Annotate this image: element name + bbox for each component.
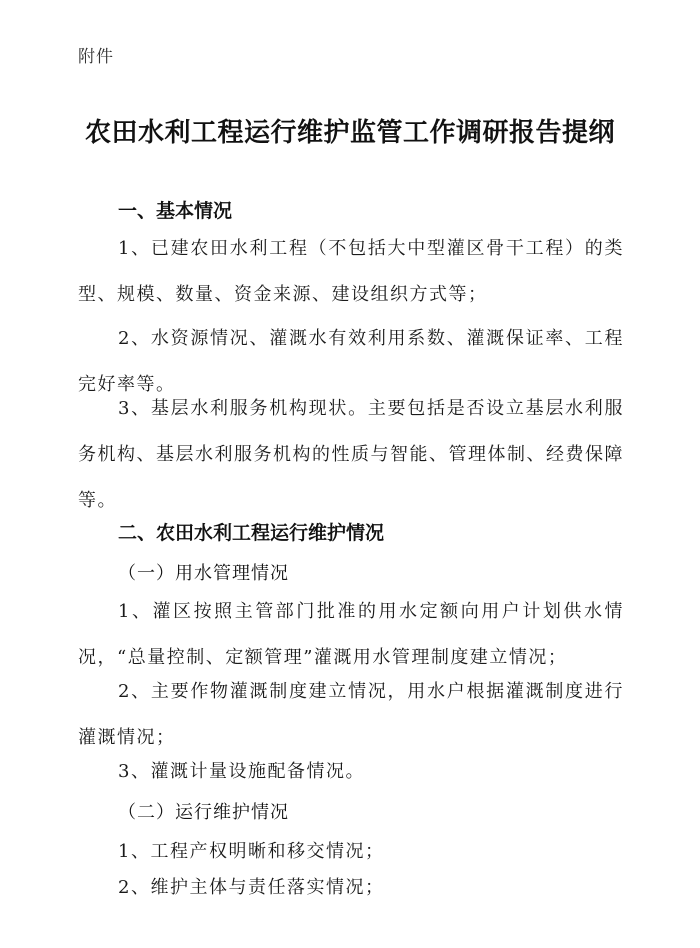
- section-2-1-paragraph-1: 1、灌区按照主管部门批准的用水定额向用户计划供水情况，“总量控制、定额管理”灌溉用水管理制度建立情况；: [78, 601, 624, 668]
- section-2-heading: 二、农田水利工程运行维护情况: [118, 522, 385, 544]
- attachment-label: 附件: [78, 47, 114, 67]
- section-2-subheading-1: （一）用水管理情况: [118, 563, 289, 584]
- section-2-2-paragraph-1: 1、工程产权明晰和移交情况；: [118, 841, 385, 862]
- section-2-1-paragraph-2: 2、主要作物灌溉制度建立情况，用水户根据灌溉制度进行灌溉情况；: [78, 681, 624, 748]
- section-1-paragraph-1: 1、已建农田水利工程（不包括大中型灌区骨干工程）的类型、规模、数量、资金来源、建设组织方式等；: [78, 238, 624, 305]
- section-1-paragraph-2: 2、水资源情况、灌溉水有效利用系数、灌溉保证率、工程完好率等。: [78, 328, 624, 395]
- section-1-paragraph-3: 3、基层水利服务机构现状。主要包括是否设立基层水利服务机构、基层水利服务机构的性质与智能、管理体制、经费保障等。: [78, 398, 624, 511]
- section-2-1-paragraph-3: 3、灌溉计量设施配备情况。: [118, 761, 365, 782]
- document-title: 农田水利工程运行维护监管工作调研报告提纲: [84, 118, 615, 148]
- section-2-2-paragraph-2: 2、维护主体与责任落实情况；: [118, 877, 385, 898]
- section-1-heading: 一、基本情况: [118, 200, 233, 222]
- section-2-subheading-2: （二）运行维护情况: [118, 802, 289, 823]
